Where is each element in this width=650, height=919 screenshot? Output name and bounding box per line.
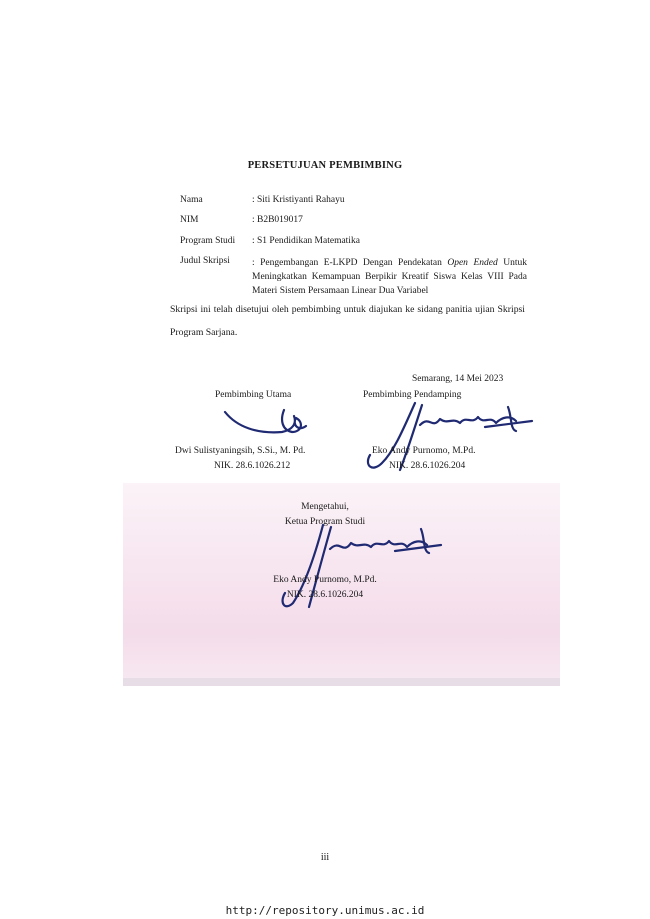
footer-url[interactable]: http://repository.unimus.ac.id bbox=[225, 904, 425, 917]
pembimbing-pendamping-nik: NIK. 28.6.1026.204 bbox=[389, 461, 466, 471]
field-judul bbox=[180, 256, 527, 298]
mengetahui-name: Eko Andy Purnomo, M.Pd. bbox=[273, 575, 377, 585]
signature-ketua bbox=[275, 515, 455, 615]
field-judul-label: Judul Skripsi bbox=[180, 256, 230, 266]
pembimbing-utama-role: Pembimbing Utama bbox=[215, 390, 292, 400]
judul-emphasis: Open Ended bbox=[447, 258, 498, 268]
field-prodi bbox=[180, 236, 542, 246]
signature-utama bbox=[222, 402, 322, 442]
page-title: PERSETUJUAN PEMBIMBING bbox=[247, 160, 403, 171]
page-number: iii bbox=[320, 852, 330, 863]
judul-suffix: Untuk Meningkatkan Kemampuan Berpikir Kreatif Siswa Kelas VIII Pada Materi Sistem Persamaan Linear Dua Variabel bbox=[252, 258, 527, 296]
field-nim-label: NIM bbox=[180, 215, 199, 225]
place-date: Semarang, 14 Mei 2023 bbox=[412, 374, 504, 384]
field-nama bbox=[180, 195, 542, 205]
pembimbing-pendamping-name: Eko Andy Purnomo, M.Pd. bbox=[372, 446, 476, 456]
field-prodi-value: : S1 Pendidikan Matematika bbox=[252, 236, 360, 246]
pembimbing-utama-nik: NIK. 28.6.1026.212 bbox=[214, 461, 291, 471]
mengetahui-heading: Mengetahui, bbox=[301, 502, 349, 512]
mengetahui-nik: NIK. 28.6.1026.204 bbox=[286, 590, 364, 600]
pembimbing-pendamping-role: Pembimbing Pendamping bbox=[363, 390, 462, 400]
pembimbing-utama-name: Dwi Sulistyaningsih, S.Si., M. Pd. bbox=[175, 446, 306, 456]
field-judul-value bbox=[252, 256, 527, 298]
field-nama-value: : Siti Kristiyanti Rahayu bbox=[252, 195, 345, 205]
stamp-bottom-edge bbox=[123, 678, 560, 686]
field-nim bbox=[180, 215, 542, 225]
mengetahui-role: Ketua Program Studi bbox=[284, 517, 366, 527]
judul-prefix: : Pengembangan E-LKPD Dengan Pendekatan bbox=[252, 258, 448, 268]
field-nama-label: Nama bbox=[180, 195, 203, 205]
field-prodi-label: Program Studi bbox=[180, 236, 236, 246]
approval-text: Skripsi ini telah disetujui oleh pembimbing untuk diajukan ke sidang panitia ujian Skripsi Program Sarjana. bbox=[170, 304, 525, 338]
field-nim-value: : B2B019017 bbox=[252, 215, 303, 225]
